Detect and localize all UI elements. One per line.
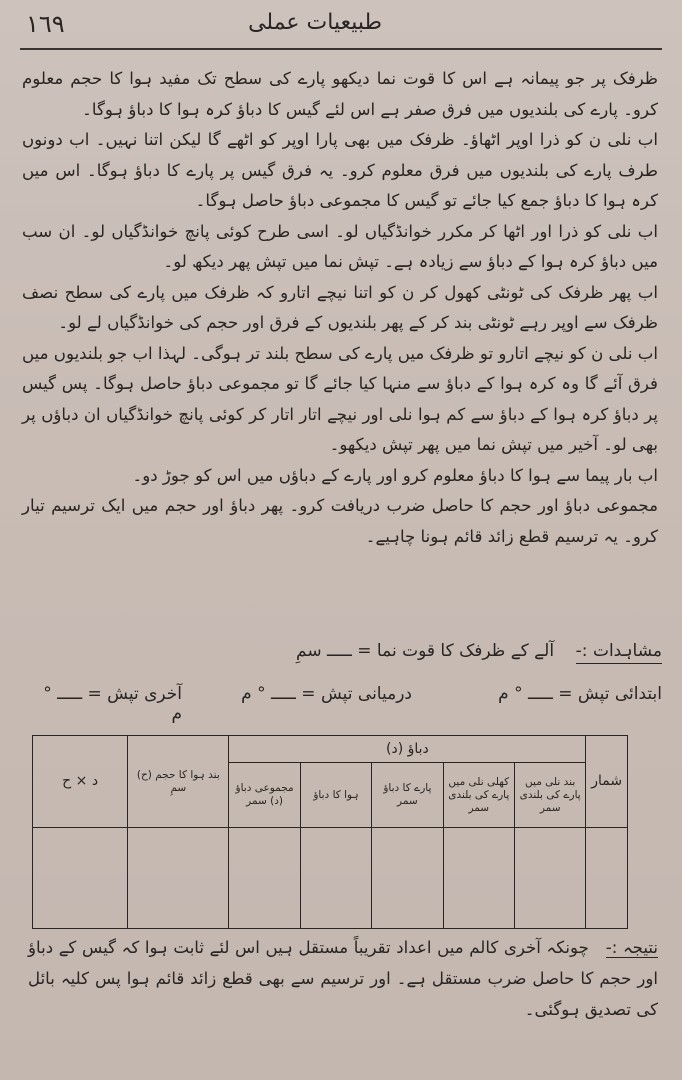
table-cell [372,828,443,929]
observation-table [32,735,628,929]
table-cell [443,828,514,929]
table-cell [229,828,300,929]
col-volume-header: بند ہوا کا حجم (ح) سمِ [128,736,229,828]
col-mercury-pressure-header: پارے کا دباؤ سمر [372,763,443,828]
header-rule [20,48,662,50]
paragraph-5: اب نلی ن کو نیچے اتارو تو ظرفک میں پارے کی سطح بلند تر ہوگی۔ لہذا اب جو بلندیوں میں فرق آئے گا وہ کرہ ہوا کے دباؤ سے منہا کیا جائے گا تو مجموعی دباؤ حاصل ہوگا۔ پس گیس پر دباؤ کرہ ہوا کے دباؤ سے کم ہوا نلی اور نیچے اتار اتار کر کوئی پانچ خوانڈگیاں ان دباؤں پر بھی لو۔ آخیر میں تپش نما میں پھر تپش دیکھو۔ [22,343,658,454]
col-closed-height-header: بند نلی میں پارے کی بلندی سمر [514,763,585,828]
temperature-line [30,684,662,724]
table-row [33,828,628,929]
col-open-height-header: کھلی نلی میں پارے کی بلندی سمر [443,763,514,828]
initial-temperature: ابتدائی تپش = ـــــ ° م [498,684,662,704]
pressure-group-header: دباؤ (د) [229,736,586,763]
middle-temperature: درمیانی تپش = ـــــ ° م [241,684,412,704]
observations-heading-line [210,640,662,674]
table-header-row-1 [33,736,628,763]
paragraph-3: اب نلی کو ذرا اور اٹھا کر مکرر خوانڈگیاں لو۔ اسی طرح کوئی پانچ خوانڈگیاں لو۔ ان سب میں دباؤ کرہ ہوا کے دباؤ سے زیادہ ہے۔ تپش نما میں تپش پھر دیکھ لو۔ [22,221,658,271]
col-total-pressure-header: مجموعی دباؤ (د) سمر [229,763,300,828]
procedure-text [22,64,658,552]
paragraph-6: اب بار پیما سے ہوا کا دباؤ معلوم کرو اور پارے کے دباؤں میں اس کو جوڑ دو۔ [132,465,658,485]
col-product-header: د × ح [33,736,128,828]
observations-label: مشاہدات :- [576,641,662,664]
page-header [20,8,662,52]
table-cell [33,828,128,929]
col-air-pressure-header: ہوا کا دباؤ [300,763,371,828]
table-cell [586,828,628,929]
final-temperature: آخری تپش = ـــــ ° م [43,684,182,724]
observation-table-wrap [32,735,628,927]
table-cell [514,828,585,929]
paragraph-1: ظرفک پر جو پیمانہ ہے اس کا قوت نما دیکھو پارے کی سطح تک مفید ہوا کا حجم معلوم کرو۔ پارے کی بلندیوں میں فرق صفر ہے اس لئے گیس کا دباؤ کرہ ہوا کا دباؤ ہوگا۔ [22,69,658,119]
col-number-header: شمار [586,736,628,828]
paragraph-4: اب پھر ظرفک کی ٹونٹی کھول کر ن کو اتنا نیچے اتارو کہ ظرفک میں پارے کی سطح نصف ظرفک سے اوپر رہے ٹونٹی بند کر کے پھر بلندیوں کے فرق اور حجم کی خوانڈگیاں لے لو۔ [22,282,658,332]
running-title: طبیعیات عملی [248,10,382,35]
table-cell [128,828,229,929]
result-section [28,932,658,1025]
paragraph-2: اب نلی ن کو ذرا اوپر اٹھاؤ۔ ظرفک میں بھی پارا اوپر کو اٹھے گا لیکن اتنا نہیں۔ اب دونوں طرف پارے کی بلندیوں میں فرق معلوم کرو۔ یہ فرق گیس پر پارے کا دباؤ ہوگا۔ اس میں کرہ ہوا کا دباؤ جمع کیا جائے تو گیس کا مجموعی دباؤ حاصل ہوگا۔ [22,130,658,210]
bulb-volume-text: آلے کے ظرفک کا قوت نما = ـــــ سمِ [296,641,555,661]
result-label: نتیجہ :- [605,938,659,957]
result-text: چونکہ آخری کالم میں اعداد تقریباً مستقل ہیں اس لئے ثابت ہوا کہ گیس کے دباؤ اور حجم کا حاصل ضرب مستقل ہے۔ اور ترسیم سے بھی قطع زائد قائم ہوا پس کلیہ بائل کی تصدیق ہوگئی۔ [28,938,658,1019]
table-cell [300,828,371,929]
paragraph-7: مجموعی دباؤ اور حجم کا حاصل ضرب دریافت کرو۔ پھر دباؤ اور حجم میں ایک ترسیم تیار کرو۔ یہ ترسیم قطع زائد قائم ہونا چاہیے۔ [22,496,658,546]
page-number: ١٦٩ [26,10,65,38]
